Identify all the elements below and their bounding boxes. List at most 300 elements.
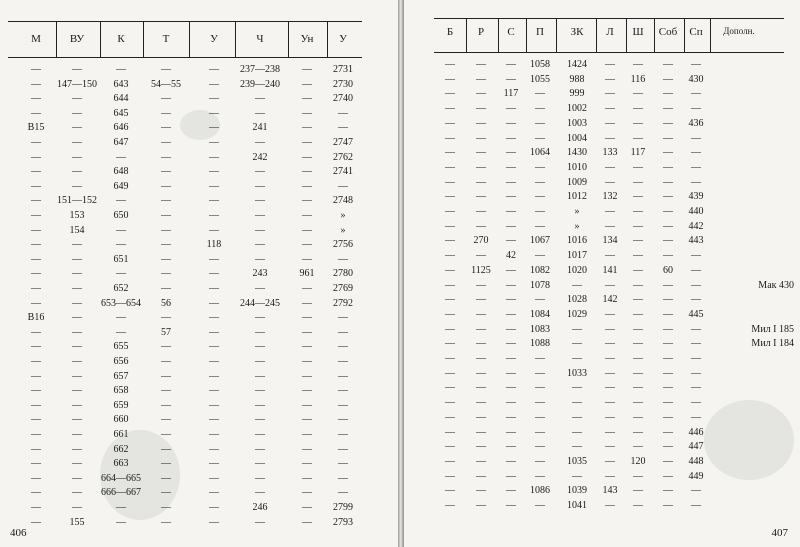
- table-cell: —: [506, 500, 516, 511]
- table-cell: —: [445, 206, 455, 217]
- table-cell: 1041: [567, 500, 587, 511]
- table-cell: —: [633, 191, 643, 203]
- table-cell: —: [476, 59, 486, 70]
- table-cell: 440: [688, 206, 704, 217]
- table-cell: —: [476, 191, 486, 203]
- table-cell: —: [255, 239, 265, 251]
- table-cell: —: [572, 338, 582, 350]
- table-cell: —: [605, 426, 615, 438]
- table-cell: Мил I 185: [751, 323, 794, 335]
- table-cell: —: [445, 500, 455, 511]
- table-cell: —: [161, 239, 171, 251]
- table-cell: —: [445, 411, 455, 423]
- table-cell: —: [605, 161, 615, 173]
- table-cell: —: [572, 323, 582, 335]
- table-cell: 133: [602, 147, 618, 159]
- table-cell: —: [302, 326, 312, 338]
- header-top-rule: [8, 21, 362, 22]
- table-cell: —: [445, 250, 455, 262]
- table-cell: —: [633, 367, 643, 379]
- table-cell: —: [535, 367, 545, 379]
- table-cell: —: [633, 500, 643, 511]
- table-cell: —: [572, 411, 582, 423]
- table-cell: —: [663, 367, 673, 379]
- column-header: Т: [162, 33, 170, 45]
- table-cell: —: [31, 78, 41, 90]
- table-cell: —: [476, 176, 486, 188]
- column-header: Соб: [658, 26, 678, 38]
- table-cell: —: [338, 122, 348, 134]
- table-cell: 1430: [567, 147, 587, 159]
- table-cell: —: [31, 502, 41, 513]
- column-header: П: [536, 26, 544, 38]
- table-cell: 445: [688, 308, 704, 320]
- column-divider: [654, 18, 655, 52]
- column-header: ВУ: [69, 33, 85, 45]
- table-cell: —: [302, 283, 312, 294]
- table-cell: —: [506, 470, 516, 482]
- table-cell: —: [255, 399, 265, 411]
- table-cell: —: [445, 367, 455, 379]
- table-cell: —: [302, 429, 312, 440]
- table-cell: —: [209, 341, 219, 353]
- table-cell: —: [31, 64, 41, 75]
- table-cell: —: [161, 414, 171, 426]
- table-cell: —: [476, 73, 486, 85]
- table-cell: —: [116, 268, 126, 280]
- table-cell: —: [161, 107, 171, 119]
- table-cell: —: [476, 250, 486, 262]
- table-cell: —: [161, 180, 171, 192]
- table-cell: —: [302, 502, 312, 513]
- table-cell: —: [31, 356, 41, 367]
- table-cell: 239—240: [240, 78, 280, 90]
- table-cell: —: [31, 166, 41, 178]
- table-cell: —: [476, 353, 486, 364]
- table-cell: —: [72, 399, 82, 411]
- table-cell: —: [535, 161, 545, 173]
- column-header: С: [507, 26, 515, 38]
- table-cell: —: [605, 220, 615, 232]
- table-cell: —: [605, 411, 615, 423]
- table-cell: —: [506, 103, 516, 115]
- table-cell: —: [663, 455, 673, 467]
- table-cell: 446: [688, 426, 704, 438]
- page-number: 407: [771, 527, 788, 539]
- table-cell: —: [445, 59, 455, 70]
- column-header: Р: [477, 26, 485, 38]
- column-divider: [498, 18, 499, 52]
- table-cell: —: [691, 279, 701, 291]
- table-cell: 1004: [567, 132, 587, 144]
- table-cell: —: [506, 294, 516, 306]
- table-cell: —: [633, 250, 643, 262]
- table-cell: —: [476, 294, 486, 306]
- table-cell: —: [72, 414, 82, 426]
- table-cell: —: [535, 294, 545, 306]
- table-cell: —: [116, 326, 126, 338]
- header-bottom-rule: [434, 52, 784, 53]
- column-divider: [288, 21, 289, 57]
- table-cell: 2769: [333, 283, 353, 294]
- table-cell: —: [72, 283, 82, 294]
- table-cell: 141: [602, 264, 618, 276]
- table-cell: 243: [252, 268, 268, 280]
- table-cell: —: [31, 137, 41, 148]
- column-header: Сп: [689, 26, 703, 38]
- table-cell: 649: [113, 180, 129, 192]
- table-cell: —: [476, 397, 486, 409]
- table-cell: —: [633, 161, 643, 173]
- table-cell: —: [663, 485, 673, 497]
- table-cell: 655: [113, 341, 129, 353]
- table-cell: —: [116, 195, 126, 207]
- table-cell: 270: [473, 235, 489, 247]
- table-cell: 1002: [567, 103, 587, 115]
- table-cell: —: [255, 253, 265, 265]
- table-cell: —: [72, 253, 82, 265]
- table-cell: 117: [503, 88, 519, 100]
- column-header: М: [31, 33, 41, 45]
- table-cell: —: [209, 210, 219, 221]
- column-header: У: [210, 33, 218, 45]
- table-cell: —: [209, 297, 219, 309]
- table-cell: 643: [113, 78, 129, 90]
- table-cell: —: [572, 441, 582, 453]
- column-divider: [526, 18, 527, 52]
- table-cell: —: [506, 323, 516, 335]
- table-cell: 1084: [530, 308, 550, 320]
- table-cell: —: [209, 78, 219, 90]
- table-cell: —: [255, 93, 265, 105]
- table-cell: —: [161, 443, 171, 455]
- table-cell: —: [72, 151, 82, 163]
- table-cell: —: [445, 117, 455, 129]
- table-cell: —: [116, 64, 126, 75]
- table-cell: —: [31, 224, 41, 236]
- table-cell: —: [302, 516, 312, 528]
- table-cell: —: [255, 458, 265, 470]
- table-cell: —: [302, 210, 312, 221]
- table-cell: —: [161, 166, 171, 178]
- table-cell: —: [209, 195, 219, 207]
- column-divider: [56, 21, 57, 57]
- table-cell: —: [209, 487, 219, 499]
- table-cell: —: [663, 191, 673, 203]
- table-cell: —: [445, 338, 455, 350]
- table-cell: 645: [113, 107, 129, 119]
- table-cell: —: [302, 239, 312, 251]
- table-cell: —: [31, 297, 41, 309]
- table-cell: —: [633, 294, 643, 306]
- table-cell: —: [255, 224, 265, 236]
- table-cell: —: [209, 414, 219, 426]
- table-cell: 56: [161, 297, 171, 309]
- table-cell: —: [302, 487, 312, 499]
- table-cell: —: [255, 356, 265, 367]
- table-cell: 154: [69, 224, 85, 236]
- table-cell: —: [445, 397, 455, 409]
- table-cell: —: [663, 220, 673, 232]
- table-cell: —: [506, 147, 516, 159]
- table-cell: 1055: [530, 73, 550, 85]
- table-cell: —: [633, 397, 643, 409]
- table-cell: —: [338, 385, 348, 397]
- table-cell: —: [72, 385, 82, 397]
- table-cell: 153: [69, 210, 85, 221]
- table-cell: —: [605, 308, 615, 320]
- table-cell: —: [209, 429, 219, 440]
- table-cell: 1424: [567, 59, 587, 70]
- table-cell: —: [663, 338, 673, 350]
- table-cell: —: [445, 88, 455, 100]
- table-cell: 658: [113, 385, 129, 397]
- table-cell: —: [633, 382, 643, 394]
- table-cell: —: [691, 500, 701, 511]
- table-cell: —: [506, 426, 516, 438]
- column-divider: [684, 18, 685, 52]
- table-cell: —: [31, 370, 41, 382]
- table-cell: —: [691, 397, 701, 409]
- table-cell: —: [209, 443, 219, 455]
- column-divider: [556, 18, 557, 52]
- table-cell: —: [255, 341, 265, 353]
- table-cell: —: [209, 399, 219, 411]
- table-cell: 653—654: [101, 297, 141, 309]
- table-cell: —: [476, 441, 486, 453]
- table-cell: —: [302, 458, 312, 470]
- table-cell: —: [161, 64, 171, 75]
- table-cell: 1083: [530, 323, 550, 335]
- table-cell: —: [445, 220, 455, 232]
- table-cell: —: [72, 356, 82, 367]
- table-cell: —: [255, 472, 265, 484]
- table-cell: —: [605, 353, 615, 364]
- column-header: Б: [446, 26, 454, 38]
- table-cell: 244—245: [240, 297, 280, 309]
- table-cell: —: [161, 312, 171, 324]
- table-cell: —: [116, 502, 126, 513]
- table-cell: —: [31, 472, 41, 484]
- table-cell: 1067: [530, 235, 550, 247]
- table-cell: —: [302, 151, 312, 163]
- table-cell: —: [255, 180, 265, 192]
- table-cell: —: [572, 470, 582, 482]
- table-cell: —: [31, 399, 41, 411]
- table-cell: —: [161, 385, 171, 397]
- table-cell: —: [445, 426, 455, 438]
- table-cell: —: [506, 367, 516, 379]
- table-cell: 656: [113, 356, 129, 367]
- table-cell: —: [116, 151, 126, 163]
- table-cell: —: [633, 206, 643, 217]
- table-cell: —: [338, 443, 348, 455]
- table-cell: 241: [252, 122, 268, 134]
- table-cell: —: [302, 385, 312, 397]
- table-cell: 449: [688, 470, 704, 482]
- table-cell: 1058: [530, 59, 550, 70]
- table-cell: —: [338, 429, 348, 440]
- table-cell: 1039: [567, 485, 587, 497]
- table-cell: 648: [113, 166, 129, 178]
- table-cell: 2730: [333, 78, 353, 90]
- table-cell: —: [209, 326, 219, 338]
- table-cell: —: [506, 235, 516, 247]
- table-cell: Мил I 184: [751, 338, 794, 350]
- table-cell: —: [209, 385, 219, 397]
- table-cell: —: [572, 353, 582, 364]
- table-cell: —: [633, 426, 643, 438]
- table-cell: —: [209, 64, 219, 75]
- table-cell: —: [209, 472, 219, 484]
- table-cell: —: [338, 107, 348, 119]
- table-cell: —: [572, 426, 582, 438]
- table-cell: —: [605, 397, 615, 409]
- table-cell: —: [572, 397, 582, 409]
- table-cell: —: [72, 312, 82, 324]
- table-cell: 143: [602, 485, 618, 497]
- table-cell: —: [605, 88, 615, 100]
- table-cell: 132: [602, 191, 618, 203]
- table-cell: —: [31, 458, 41, 470]
- table-cell: 116: [630, 73, 646, 85]
- table-cell: —: [255, 312, 265, 324]
- table-cell: —: [535, 500, 545, 511]
- table-cell: —: [161, 268, 171, 280]
- table-cell: 1020: [567, 264, 587, 276]
- table-cell: 961: [299, 268, 315, 280]
- table-cell: —: [338, 487, 348, 499]
- table-cell: —: [572, 279, 582, 291]
- table-cell: —: [161, 370, 171, 382]
- table-cell: —: [209, 180, 219, 192]
- table-cell: —: [445, 147, 455, 159]
- table-cell: —: [445, 470, 455, 482]
- table-cell: »: [340, 224, 346, 236]
- table-cell: —: [476, 367, 486, 379]
- header-bottom-rule: [8, 57, 362, 58]
- table-cell: —: [161, 195, 171, 207]
- table-cell: —: [476, 206, 486, 217]
- table-cell: —: [691, 250, 701, 262]
- table-cell: —: [691, 161, 701, 173]
- table-cell: —: [663, 308, 673, 320]
- table-cell: —: [302, 78, 312, 90]
- table-cell: —: [476, 132, 486, 144]
- table-cell: 1125: [471, 264, 491, 276]
- table-cell: —: [506, 220, 516, 232]
- table-cell: 657: [113, 370, 129, 382]
- table-cell: 237—238: [240, 64, 280, 75]
- table-cell: —: [209, 224, 219, 236]
- table-cell: —: [633, 59, 643, 70]
- table-cell: —: [72, 166, 82, 178]
- table-cell: —: [691, 103, 701, 115]
- table-cell: —: [209, 370, 219, 382]
- table-cell: —: [255, 443, 265, 455]
- table-cell: —: [535, 206, 545, 217]
- table-cell: —: [691, 264, 701, 276]
- column-divider: [327, 21, 328, 57]
- table-cell: —: [633, 88, 643, 100]
- table-cell: —: [691, 367, 701, 379]
- table-cell: —: [633, 485, 643, 497]
- table-cell: —: [663, 235, 673, 247]
- table-cell: —: [302, 64, 312, 75]
- table-cell: —: [31, 385, 41, 397]
- table-cell: —: [161, 502, 171, 513]
- table-cell: —: [506, 73, 516, 85]
- table-cell: —: [605, 59, 615, 70]
- table-cell: —: [255, 516, 265, 528]
- table-cell: —: [476, 220, 486, 232]
- table-cell: B16: [27, 312, 45, 324]
- table-cell: —: [338, 370, 348, 382]
- column-divider: [189, 21, 190, 57]
- table-cell: —: [209, 151, 219, 163]
- table-cell: —: [445, 485, 455, 497]
- table-cell: —: [663, 411, 673, 423]
- table-cell: —: [476, 426, 486, 438]
- table-cell: —: [209, 122, 219, 134]
- table-cell: 118: [206, 239, 222, 251]
- header-top-rule: [434, 18, 784, 19]
- table-cell: —: [633, 103, 643, 115]
- table-cell: —: [31, 210, 41, 221]
- table-cell: —: [535, 88, 545, 100]
- table-cell: 652: [113, 283, 129, 294]
- table-cell: 650: [113, 210, 129, 221]
- table-cell: —: [445, 279, 455, 291]
- table-cell: —: [72, 341, 82, 353]
- table-cell: —: [31, 443, 41, 455]
- table-cell: —: [161, 253, 171, 265]
- table-cell: —: [691, 323, 701, 335]
- table-cell: 663: [113, 458, 129, 470]
- table-cell: —: [663, 132, 673, 144]
- table-cell: 117: [630, 147, 646, 159]
- table-cell: —: [209, 268, 219, 280]
- table-cell: —: [72, 472, 82, 484]
- table-cell: —: [506, 338, 516, 350]
- table-cell: —: [663, 323, 673, 335]
- table-cell: —: [209, 137, 219, 148]
- table-cell: —: [255, 107, 265, 119]
- table-cell: —: [506, 117, 516, 129]
- table-cell: —: [605, 441, 615, 453]
- table-cell: —: [72, 268, 82, 280]
- table-cell: 1017: [567, 250, 587, 262]
- table-cell: —: [506, 279, 516, 291]
- table-cell: —: [302, 399, 312, 411]
- table-cell: —: [31, 268, 41, 280]
- table-cell: —: [72, 137, 82, 148]
- table-cell: —: [506, 308, 516, 320]
- column-header: К: [117, 33, 125, 45]
- table-cell: —: [445, 308, 455, 320]
- table-cell: —: [476, 161, 486, 173]
- table-cell: —: [338, 180, 348, 192]
- table-cell: 442: [688, 220, 704, 232]
- table-cell: —: [633, 323, 643, 335]
- table-cell: —: [605, 500, 615, 511]
- table-cell: —: [31, 253, 41, 265]
- table-cell: 2748: [333, 195, 353, 207]
- table-cell: —: [476, 411, 486, 423]
- table-cell: 988: [569, 73, 585, 85]
- table-cell: 1082: [530, 264, 550, 276]
- table-cell: —: [161, 283, 171, 294]
